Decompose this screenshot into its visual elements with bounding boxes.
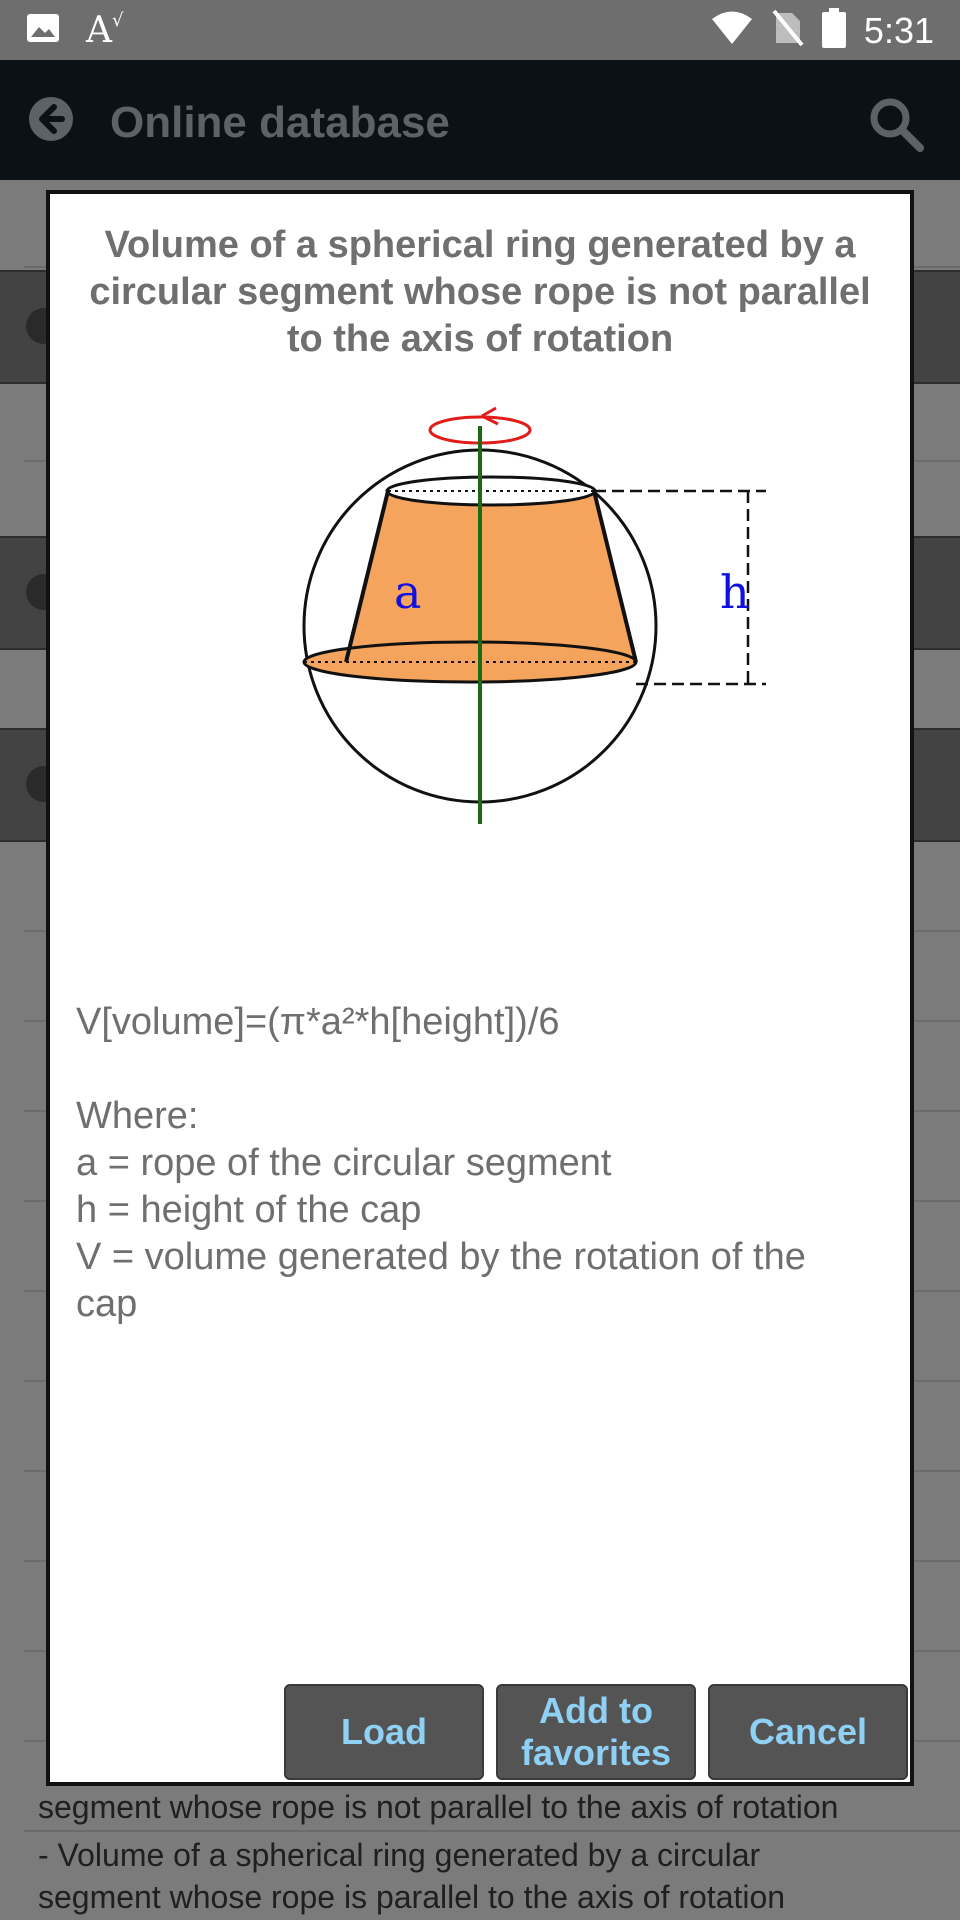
wifi-icon [710,10,754,51]
load-button[interactable]: Load [284,1684,484,1780]
battery-icon [822,8,846,53]
list-item: - Volume of a spherical ring generated by a circular [38,1837,761,1873]
no-sim-icon [772,9,804,52]
formula-dialog [46,190,914,1786]
cancel-button[interactable]: Cancel [708,1684,908,1780]
clock: 5:31 [863,9,934,51]
label-h: h [720,565,750,619]
spherical-ring-figure [286,394,786,854]
list-item: segment whose rope is parallel to the axis of rotation [38,1879,786,1915]
definition-h: h = height of the cap [76,1189,422,1231]
add-to-favorites-button[interactable]: Add to favorites [496,1684,696,1780]
where-label: Where: [76,1095,199,1137]
search-icon[interactable] [868,96,924,157]
formula-block [76,999,876,1328]
dialog-title: Volume of a spherical ring generated by a circular segment whose rope is not parallel to the axis of rotation [89,224,871,360]
back-arrow-icon[interactable] [28,96,74,147]
app-title: Online database [110,98,450,147]
app-bar [0,60,960,180]
definition-v: V = volume generated by the rotation of the cap [76,1236,806,1325]
formula: V[volume]=(π*a²*h[height])/6 [76,1001,560,1043]
font-a-icon: A√ [86,10,124,51]
list-item: segment whose rope is not parallel to the axis of rotation [38,1789,839,1825]
label-a: a [394,565,422,619]
image-icon [26,13,60,48]
definition-a: a = rope of the circular segment [76,1142,612,1184]
status-bar [0,0,960,60]
